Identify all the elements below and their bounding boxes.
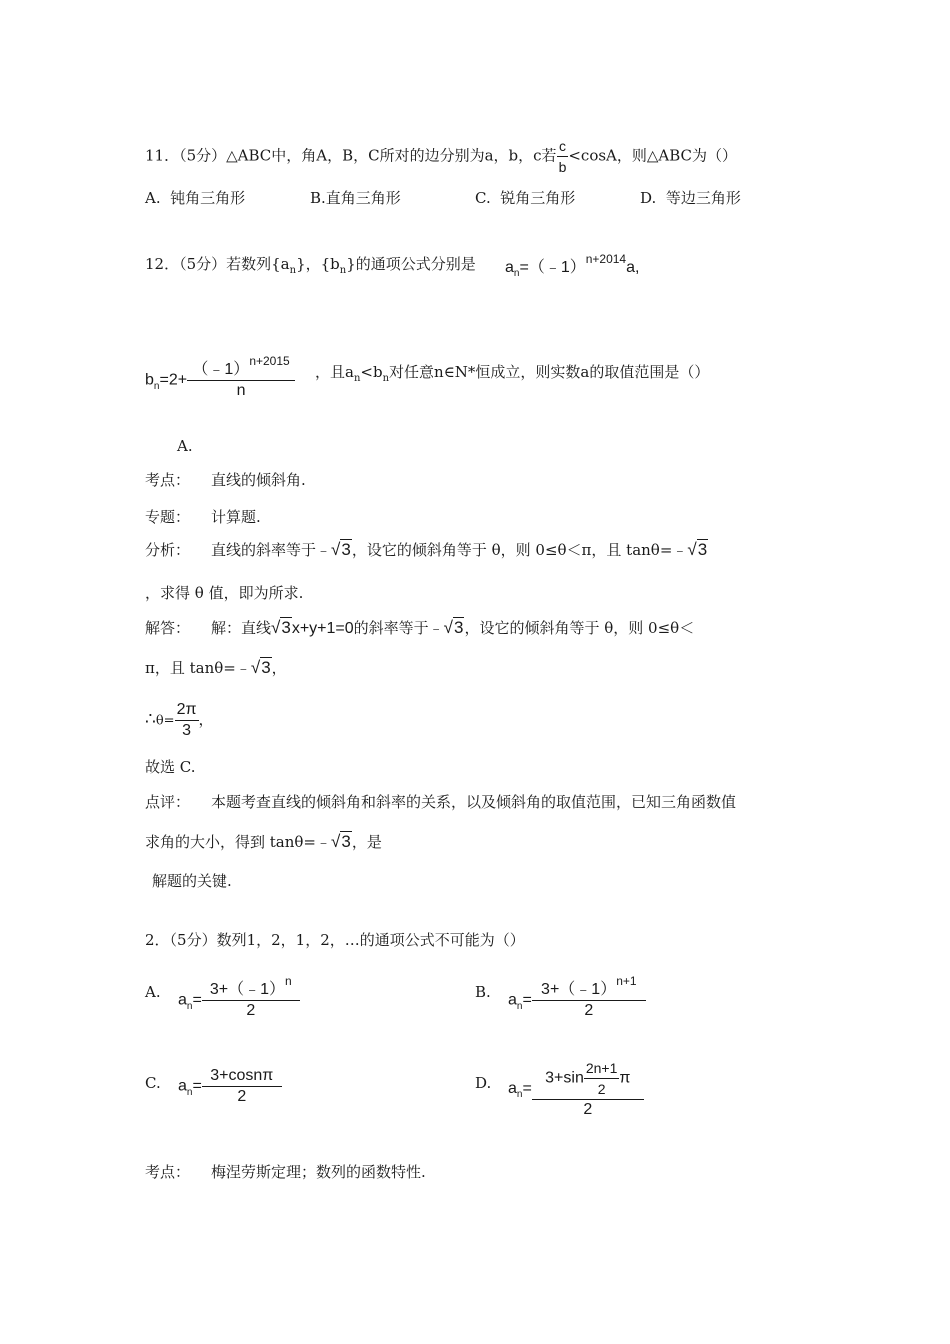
option-text: 锐角三角形	[500, 189, 576, 207]
q2-option-d-formula	[508, 1058, 644, 1120]
dianping-label: 点评：	[145, 793, 191, 811]
q11-option-c	[475, 188, 575, 208]
dianping-row-2	[145, 832, 382, 852]
q2-option-a-formula	[178, 974, 300, 1021]
subscript: n	[339, 265, 347, 276]
bn-fraction	[187, 354, 295, 401]
option-label: C.	[475, 189, 491, 207]
jieda-label: 解答：	[145, 619, 191, 637]
option-text: 直角三角形	[325, 189, 401, 207]
formula-text: =	[522, 1080, 532, 1098]
formula-text: =（﹣1）	[519, 259, 586, 276]
frac-num: 3+（﹣1）	[541, 981, 617, 998]
frac-num: 2π	[176, 701, 197, 718]
jieda-text: 解：直线	[211, 619, 272, 637]
sqrt-3: √3	[443, 618, 464, 637]
q12-bn-text	[315, 362, 709, 385]
dianping-text: 求角的大小，得到 tanθ=﹣	[145, 833, 331, 851]
q12-text: <b	[360, 363, 383, 381]
formula-text: a	[178, 991, 187, 1009]
frac-num: 2n+1	[585, 1060, 618, 1076]
kaodian-text: 梅涅劳斯定理；数列的函数特性.	[211, 1163, 426, 1181]
option-label: B.	[310, 189, 326, 207]
kaodian-row	[145, 470, 306, 490]
radicand: 3	[697, 540, 708, 559]
q12-text: }的通项公式分别是	[346, 255, 476, 273]
q11-frac-den: b	[557, 156, 569, 177]
frac-den: 2	[532, 1000, 646, 1021]
fenxi-text: ，设它的倾斜角等于 θ，则 0≤θ＜π，且 tanθ=﹣	[351, 541, 688, 559]
q2-d-inner-fraction	[584, 1058, 620, 1099]
formula-text: =	[192, 1077, 202, 1095]
formula-text: =	[192, 991, 202, 1009]
fenxi-label: 分析：	[145, 541, 191, 559]
guxuan-row: 故选 C.	[145, 758, 196, 776]
jieda-row-2	[145, 658, 287, 678]
q2-a-fraction	[202, 974, 300, 1021]
sqrt-3: √3	[271, 618, 291, 637]
frac-num: 3+sin	[545, 1069, 584, 1087]
fenxi-row	[145, 540, 708, 560]
frac-den: n	[187, 380, 295, 401]
q2-c-fraction	[202, 1066, 282, 1107]
sqrt-3: √3	[331, 540, 351, 559]
theta-fraction	[175, 700, 199, 741]
radicand: 3	[454, 618, 464, 637]
option-label: A.	[145, 189, 161, 207]
dianping-row	[145, 792, 736, 812]
q2-option-c-formula	[178, 1066, 282, 1107]
subscript: n	[353, 373, 361, 384]
option-text: 钝角三角形	[170, 189, 246, 207]
kaodian-label: 考点：	[145, 471, 191, 489]
sqrt-3: √3	[250, 658, 271, 677]
superscript: n	[285, 974, 292, 988]
formula-text: a	[505, 259, 514, 276]
theta-result	[145, 700, 214, 741]
q11-stem-prefix: 11．（5分）△ABC中，角A，B，C所对的边分别为a，b，c若	[145, 146, 557, 165]
q11-fraction	[557, 136, 569, 177]
q12-stem	[145, 254, 476, 277]
subscript: n	[516, 1000, 523, 1012]
superscript: n+2015	[249, 354, 290, 368]
theta-tail: ，	[198, 710, 214, 729]
radicand: 3	[261, 658, 271, 677]
jieda-text: ，	[271, 659, 287, 677]
subscript: n	[186, 1000, 193, 1012]
q12-text: }，{b	[296, 255, 340, 273]
q2-b-fraction	[532, 974, 646, 1021]
subscript: n	[186, 1086, 193, 1098]
formula-text: =2+	[159, 371, 188, 389]
dianping-text: ，是	[351, 833, 382, 851]
q11-frac-num: c	[558, 138, 566, 154]
jieda-text: π，且 tanθ=﹣	[145, 659, 251, 677]
frac-num: 3+cosnπ	[210, 1067, 274, 1084]
q12-an-formula	[505, 252, 640, 280]
formula-text: a	[178, 1077, 187, 1095]
radicand: 3	[341, 540, 351, 559]
q12-bn-formula	[145, 354, 295, 401]
q12-option-a: A.	[177, 437, 193, 455]
formula-text: a	[508, 991, 517, 1009]
jieda-text: 的斜率等于﹣	[353, 619, 444, 637]
line-equation: x+y+1=0	[291, 620, 354, 637]
kaodian-text: 直线的倾斜角.	[211, 471, 306, 489]
option-text: 等边三角形	[665, 189, 741, 207]
zhuanti-text: 计算题.	[211, 508, 261, 526]
fenxi-row-2: ，求得 θ 值，即为所求.	[145, 584, 304, 602]
superscript: n+2014	[585, 252, 627, 266]
formula-text: =	[522, 991, 532, 1009]
option-label: D.	[640, 189, 657, 207]
subscript: n	[513, 268, 520, 279]
frac-den: 3	[175, 720, 199, 741]
radicand: 3	[341, 832, 351, 851]
q11-option-b	[310, 188, 401, 208]
q2-option-a-label: A.	[145, 983, 161, 1001]
q2-stem: 2．（5分）数列1，2，1，2，…的通项公式不可能为（）	[145, 931, 525, 949]
fenxi-text: 直线的斜率等于﹣	[211, 541, 332, 559]
frac-den: 2	[202, 1000, 300, 1021]
superscript: n+1	[616, 974, 637, 988]
formula-text: b	[145, 371, 154, 389]
subscript: n	[153, 380, 160, 392]
radicand: 3	[281, 618, 291, 637]
therefore-symbol: ∴	[145, 709, 156, 730]
jieda-row	[145, 618, 694, 639]
sqrt-3: √3	[331, 832, 351, 851]
dianping-text: 本题考查直线的倾斜角和斜率的关系，以及倾斜角的取值范围，已知三角函数值	[211, 793, 737, 811]
zhuanti-row	[145, 507, 261, 527]
frac-den: 2	[584, 1078, 620, 1099]
q2-option-c-label: C.	[145, 1074, 161, 1092]
frac-num: π	[619, 1069, 631, 1087]
subscript: n	[289, 265, 297, 276]
q11-stem-suffix: <cosA，则△ABC为（）	[568, 146, 738, 165]
q12-text: 12．（5分）若数列{a	[145, 255, 290, 273]
subscript: n	[516, 1089, 523, 1101]
q12-text: 对任意n∈N*恒成立，则实数a的取值范围是（）	[389, 363, 710, 381]
q2-option-d-label: D.	[475, 1074, 492, 1092]
formula-text: a	[508, 1080, 517, 1098]
formula-text: a,	[626, 259, 640, 276]
dianping-row-3: 解题的关键.	[152, 872, 232, 890]
frac-den: 2	[532, 1099, 644, 1120]
kaodian-label: 考点：	[145, 1163, 191, 1181]
kaodian-row-2	[145, 1162, 426, 1182]
frac-num: 3+（﹣1）	[209, 981, 286, 998]
zhuanti-label: 专题：	[145, 508, 191, 526]
q11-stem	[145, 136, 737, 177]
q2-d-fraction	[532, 1058, 644, 1120]
q11-option-d	[640, 188, 741, 208]
sqrt-3: √3	[687, 540, 708, 559]
q2-option-b-label: B.	[475, 983, 491, 1001]
q11-option-a	[145, 188, 245, 208]
frac-num: （﹣1）	[192, 361, 250, 378]
theta-eq: θ=	[155, 713, 175, 729]
q2-option-b-formula	[508, 974, 646, 1021]
q12-text: ，且a	[315, 363, 354, 381]
frac-den: 2	[202, 1086, 282, 1107]
jieda-text: ，设它的倾斜角等于 θ，则 0≤θ＜	[464, 619, 695, 637]
subscript: n	[382, 373, 390, 384]
